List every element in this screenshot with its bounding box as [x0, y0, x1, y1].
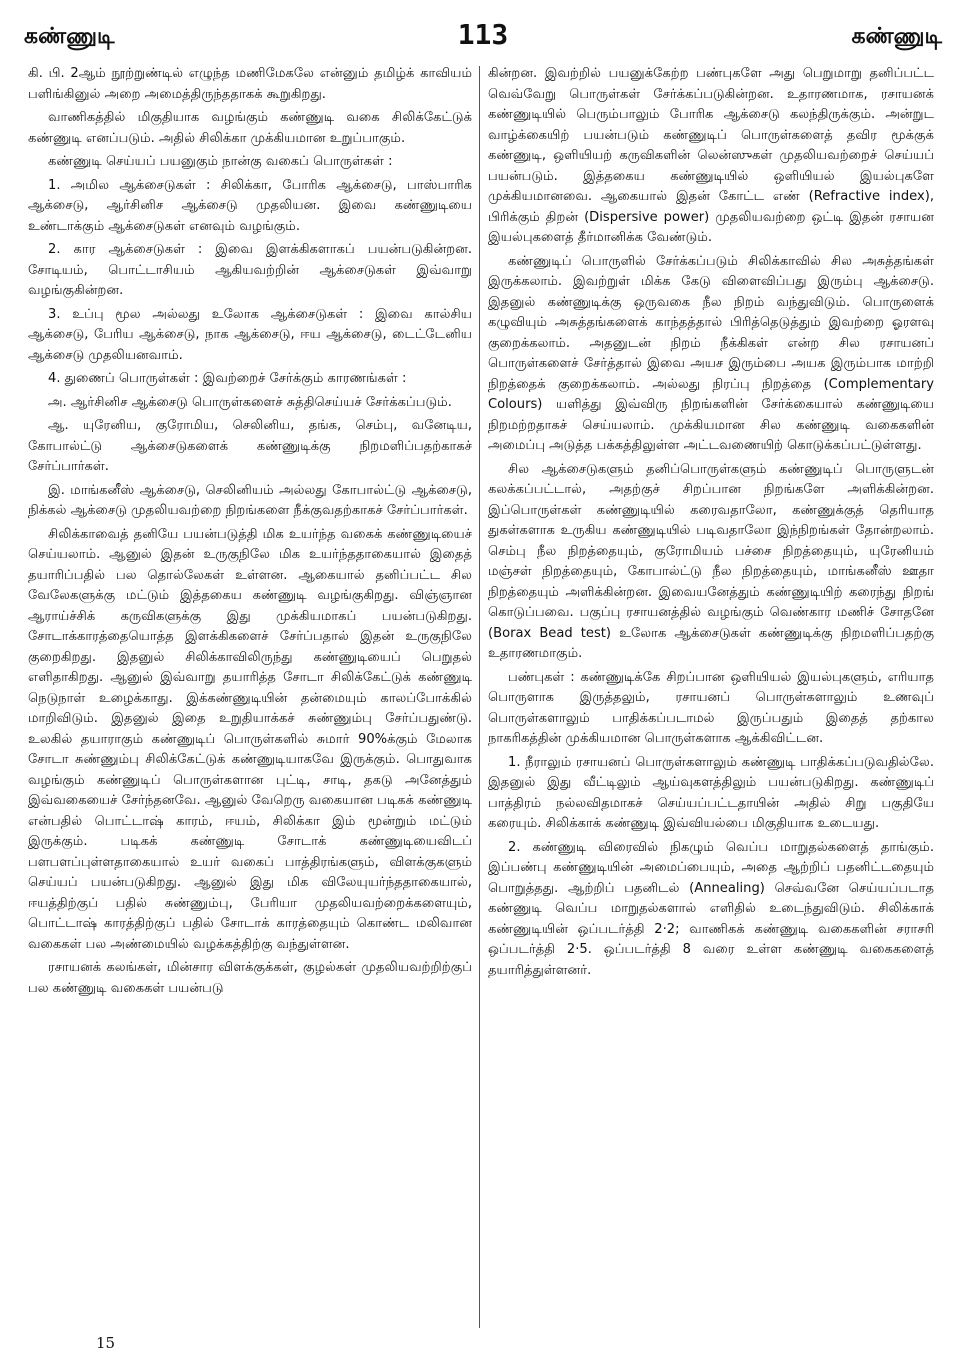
list-item: 1. அமில ஆக்சைடுகள் : சிலிக்கா, போரிக ஆக்சைடு, பாஸ்பாரிக ஆக்சைடு, ஆர்சினிச ஆக்சைடு முதலியன. இவை கண்ணுடியை உண்டாக்கும் ஆக்சைடுகள் எனவும் வழங்கும். [28, 177, 472, 234]
running-head-left: கண்ணுடி [24, 24, 115, 49]
column-divider [479, 66, 480, 1328]
paragraph: பண்புகள் : கண்ணுடிக்கே சிறப்பான ஒளியியல் இயல்புகளும், எரியாத பொருளாக இருத்தலும், ரசாயனப் பொருள்களாலும் உணவுப் பொருள்களாலும் பாதிக்கப்படாமல் இருப்பதும் இதைத் தற்கால நாகரிகத்தின் முக்கியமான பொருள்களாக ஆக்கிவிட்டன. [488, 669, 934, 746]
paragraph: கி. பி. 2ஆம் நூற்றுண்டில் எழுந்த மணிமேகலே என்னும் தமிழ்க் காவியம் பளிங்கினுல் அறை அமைத்திருந்ததாகக் கூறுகிறது. [28, 66, 472, 102]
sub-list-item: அ. ஆர்சினிச ஆக்சைடு பொருள்களைச் சுத்திசெய்யச் சேர்க்கப்படும். [48, 394, 452, 410]
page-number: 113 [457, 18, 509, 51]
running-head-right: கண்ணுடி [851, 24, 942, 49]
list-item: 2. கண்ணுடி விரைவில் நிகழும் வெப்ப மாறுதல்களைத் தாங்கும். இப்பண்பு கண்ணுடியின் அமைப்பையும், அதை ஆற்றிப் பதனிட்டதையும் பொறுத்தது. ஆற்றிப் பதனிடல் (Annealing) செவ்வனே செய்யப்படாத கண்ணுடி வெப்ப மாறுதல்களால் எளிதில் உடைந்துவிடும். சிலிக்காக் கண்ணுடியின் ஒப்படர்த்தி 2·2; வாணிகக் கண்ணுடி வகைகளின் சராசரி ஒப்படர்த்தி 2·5. ஒப்படர்த்தி 8 வரை உள்ள கண்ணுடி வகைகளைத் தயாரித்துள்ளனர். [488, 839, 934, 978]
paragraph: கண்ணுடிப் பொருளில் சேர்க்கப்படும் சிலிக்காவில் சில அசுத்தங்கள் இருக்கலாம். இவற்றுள் மிக்க கேடு விளைவிப்பது இரும்பு ஆக்சைடு. இதனுல் கண்ணுடிக்கு ஒருவகை நீல நிறம் வந்துவிடும். பொருளைக் கழுவியும் அசுத்தங்களைக் காந்தத்தால் பிரித்தெடுத்தும் இவற்றை ஓரளவு குறைக்கலாம். அதனுடன் நிறம் நீக்கிகள் என்ற சில ரசாயனப் பொருள்களைச் சேர்த்தால் இவை அயச இரும்பை அயக இரும்பாக மாற்றி நிறத்தைக் குறைக்கலாம். அல்லது நிரப்பு நிறத்தை (Complementary Colours) யளித்து இவ்விரு நிறங்களின் சேர்க்கையால் கண்ணுடியை நிறமற்றதாகச் செய்யலாம். முக்கியமான சில கண்ணுடி வகைகளின் அமைப்பு அடுத்த பக்கத்திலுள்ள அட்டவணையிற் கொடுக்கப்பட்டுள்ளது. [488, 253, 934, 453]
paragraph: ரசாயனக் கலங்கள், மின்சார விளக்குக்கள், குழல்கள் முதலியவற்றிற்குப் பல கண்ணுடி வகைகள் பயன்படு [28, 960, 472, 996]
paragraph: கண்ணுடி செய்யப் பயனுகும் நான்கு வகைப் பொருள்கள் : [48, 154, 393, 169]
list-item: 2. கார ஆக்சைடுகள் : இவை இளக்கிகளாகப் பயன்படுகின்றன. சோடியம், பொட்டாசியம் ஆகியவற்றின் ஆக்சைடுகள் இவ்வாறு வழங்குகின்றன. [28, 242, 472, 298]
page-header [24, 16, 942, 60]
right-column [488, 64, 934, 1326]
sheet-number: 15 [96, 1334, 116, 1352]
list-item: 4. துணைப் பொருள்கள் : இவற்றைச் சேர்க்கும் காரணங்கள் : [48, 371, 407, 386]
paragraph: வாணிகத்தில் மிகுதியாக வழங்கும் கண்ணுடி வகை சிலிக்கேட்டுக் கண்ணுடி எனப்படும். அதில் சிலிக்கா முக்கியமான உறுப்பாகும். [28, 110, 472, 146]
sub-list-item: இ. மாங்கனீஸ் ஆக்சைடு, செலினியம் அல்லது கோபால்ட்டு ஆக்சைடு, நிக்கல் ஆக்சைடு முதலியவற்றை நிறங்களை நீக்குவதற்காகச் சேர்ப்பார்கள். [28, 482, 472, 518]
left-column [28, 64, 472, 1326]
paragraph: கின்றன. இவற்றில் பயனுக்கேற்ற பண்புகளே அது பெறுமாறு தனிப்பட்ட வெவ்வேறு பொருள்கள் சேர்க்கப்படுகின்றன. உதாரணமாக, ரசாயனக் கண்ணுடியில் பெரும்பாலும் போரிக ஆக்சைடு கலந்திருக்கும். அன்றுட வாழ்க்கையிற் பயன்படும் கண்ணுடிப் பொருள்களைத் தவிர மூக்குக் கண்ணுடி, ஒளியியற் கருவிகளின் லென்ஸுகள் முதலியவற்றைச் செய்யப் பயன்படும். இத்தகைய கண்ணுடியில் ஒளியியல் இயல்புகளே முக்கியமானவை. ஆகையால் இதன் கோட்ட எண் (Refractive index), பிரிக்கும் திறன் (Dispersive power) முதலியவற்றை ஒட்டி இதன் ரசாயன இயல்புகளைத் தீர்மானிக்க வேண்டும். [488, 66, 934, 245]
paragraph: சில ஆக்சைடுகளும் தனிப்பொருள்களும் கண்ணுடிப் பொருளுடன் கலக்கப்பட்டால், அதற்குச் சிறப்பான நிறங்களே அளிக்கின்றன. இப்பொருள்கள் கண்ணுடியில் கரைவதாலோ, கண்ணுக்குத் தெரியாத துகள்களாக உருகிய கண்ணுடியில் படிவதாலோ இந்நிறங்கள் தோன்றலாம். செம்பு நீல நிறத்தையும், குரோமியம் பச்சை நிறத்தையும், யுரேனியம் மஞ்சள் நிறத்தையும், கோபால்ட்டு நீல நிறத்தையும், மாங்கனீஸ் ஊதா நிறத்தையும் அளிக்கின்றன. இவையனேத்தும் கண்ணுடியிற் கரைந்து நிறங் கொடுப்பவை. பகுப்பு ரசாயனத்தில் வழங்கும் வெண்கார மணிச் சோதனே (Borax Bead test) உலோக ஆக்சைடுகள் கண்ணுடிக்கு நிறமளிப்பதற்கு உதாரணமாகும். [488, 461, 934, 661]
paragraph: சிலிக்காவைத் தனியே பயன்படுத்தி மிக உயர்ந்த வகைக் கண்ணுடியைச் செய்யலாம். ஆனுல் இதன் உருகுநிலே மிக உயர்ந்ததாகையால் இதைத் தயாரிப்பதில் பல தொல்லேகள் உள்ளன. ஆகையால் தனிப்பட்ட சில வேலேகளுக்கு மட்டும் இத்தகைய கண்ணுடி வழங்குகிறது. விஞ்ஞான ஆராய்ச்சிக் கருவிகளுக்கு இது முக்கியமாகப் பயன்படுகிறது. சோடாக்காரத்தையொத்த இளக்கிகளைச் சேர்ப்பதால் இதன் உருகுநிலே குறைகிறது. இதனுல் சிலிக்காவிலிருந்து கண்ணுடியைப் பெறுதல் எளிதாகிறது. ஆனுல் இவ்வாறு தயாரித்த சோடா சிலிக்கேட்டுக் கண்ணுடி நெடுநாள் உழைக்காது. இக்கண்ணுடியின் தன்மையும் காலப்போக்கில் மாறிவிடும். இதனுல் இதை உறுதியாக்கச் சுண்ணும்பு சேர்ப்பதுண்டு. உலகில் தயாராகும் கண்ணுடிப் பொருள்களில் சுமார் 90%க்கும் மேலாக சோடா சுண்ணும்பு சிலிக்கேட்டுக் கண்ணுடியாகவே இருக்கும். பொதுவாக வழங்கும் கண்ணுடிப் பொருள்களான புட்டி, சாடி, தகடு அனேத்தும் இவ்வகையைச் சேர்ந்தனவே. ஆனுல் வேறெரு வகையான படிகக் கண்ணுடி என்பதில் பொட்டாஷ் காரம், ஈயம், சிலிக்கா இம் மூன்றும் மட்டும் இருக்கும். படிகக் கண்ணுடி சோடாக் கண்ணுடியைவிடப் பளபளப்புள்ளதாகையால் உயர் வகைப் பாத்திரங்களும், விளக்குகளும் செய்யப் பயன்படுகிறது. ஆனுல் இது மிக விலேயுயர்ந்ததாகையால், ஈயத்திற்குப் பதில் சுண்ணும்பு, பேரியா முதலியவற்றைக்களையும், பொட்டாஷ் காரத்திற்குப் பதில் சோடாக் காரத்தையும் கொண்ட மலிவான வகைகள் பல அண்மையில் வழக்கத்திற்கு வந்துள்ளன. [28, 526, 472, 952]
sub-list-item: ஆ. யுரேனிய, குரோமிய, செலினிய, தங்க, செம்பு, வனேடிய, கோபால்ட்டு ஆக்சைடுகளைக் கண்ணுடிக்கு நிறமளிப்பதற்காகச் சேர்ப்பார்கள். [28, 418, 472, 474]
list-item: 1. நீராலும் ரசாயனப் பொருள்களாலும் கண்ணுடி பாதிக்கப்படுவதில்லே. இதனுல் இது வீட்டிலும் ஆய்வுகளத்திலும் பயன்படுகிறது. கண்ணுடிப் பாத்திரம் நல்லவிதமாகச் செய்யப்பட்டதாயின் அதில் சிறு பகுதியே கரையும். சிலிக்காக் கண்ணுடி இவ்வியல்பை மிகுதியாக உடையது. [488, 754, 934, 831]
list-item: 3. உப்பு மூல அல்லது உலோக ஆக்சைடுகள் : இவை கால்சிய ஆக்சைடு, பேரிய ஆக்சைடு, நாக ஆக்சைடு, ஈய ஆக்சைடு, டைட்டேனிய ஆக்சைடு முதலியனவாம். [28, 306, 472, 363]
